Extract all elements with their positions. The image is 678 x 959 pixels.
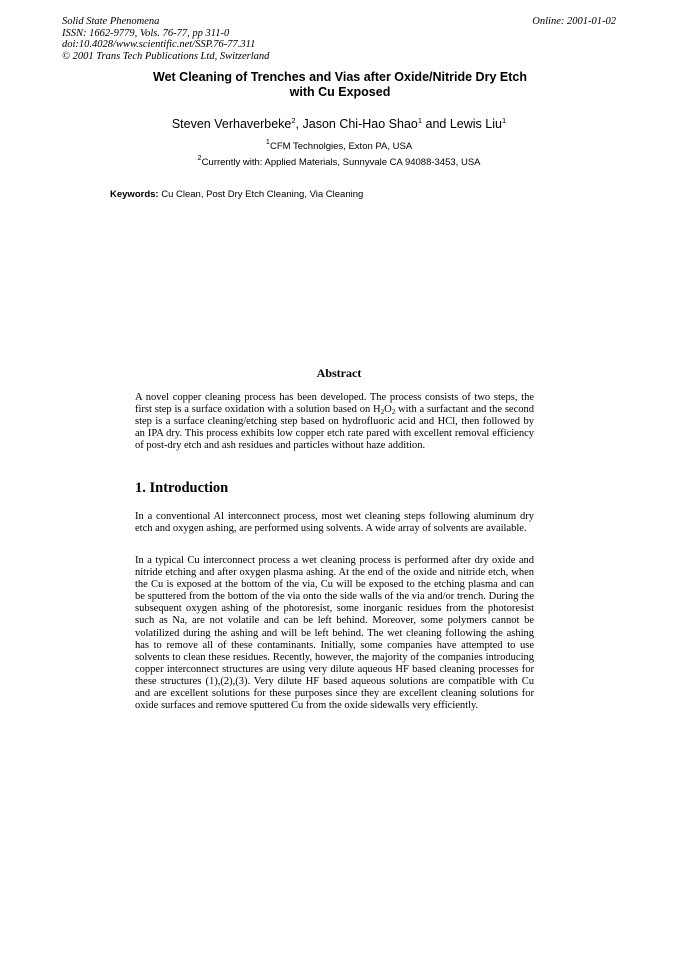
author-name: Lewis Liu	[449, 117, 502, 131]
author-separator: ,	[295, 117, 303, 131]
issn-line: ISSN: 1662-9779, Vols. 76-77, pp 311-0	[62, 27, 230, 39]
abstract-text-part-2: with a surfactant and the second step is a surface cleaning/etching step based on hydrofluoric acid and HCl, then followed by an IPA dry. This process exhibits low copper etch rate pared with excellent removal efficiency of post-dry etch and ash residues and particles without haze addition.	[135, 404, 534, 452]
affiliation-mark: 1	[265, 137, 270, 146]
intro-paragraph-2: In a typical Cu interconnect process a wet cleaning process is performed after dry oxide and nitride etching and after oxygen plasma ashing. At the end of the oxide and nitride etch, when the Cu is exposed at the bottom of the via, Cu will be exposed to the etching plasma and can be sputtered from the bottom of the via onto the side walls of the via and/or trench. During the subsequent oxygen ashing of the photoresist, some inorganic residues from the photoresist such as Na, are not volatile and can be left behind. Moreover, some polymers cannot be volatilized during the ashing and will be left behind. The wet cleaning following the ashing has to remove all of these contaminants. Initially, some companies have attempted to use solvents to clean these residues. Recently, however, the majority of the companies introducing copper interconnect structures are using very dilute aqueous HF based cleaning processes for these structures (1),(2),(3). Very dilute HF based aqueous solutions are compatible with Cu and are excellent solutions for these purposes since they are excellent cleaning solutions for oxide surfaces and remove sputtered Cu from the oxide sidewalls very efficiently.	[135, 555, 534, 712]
affiliation-text: Currently with: Applied Materials, Sunnyvale CA 94088-3453, USA	[201, 157, 481, 168]
author-name: Steven Verhaverbeke	[171, 117, 292, 131]
chemical-formula-h2o2: $H_2O_2$	[373, 404, 396, 417]
title-line-2: with Cu Exposed	[289, 85, 391, 99]
intro-paragraph-1: In a conventional Al interconnect process, most wet cleaning steps following aluminum dry etch and oxygen ashing, are performed using solvents. A wide array of solvents are available.	[135, 511, 534, 535]
author-list	[80, 117, 598, 131]
abstract-text	[135, 392, 534, 452]
author-affiliation-mark: 2	[291, 116, 296, 125]
online-date: Online: 2001-01-02	[532, 16, 616, 27]
paper-title	[120, 70, 560, 100]
abstract-text-part-1: A novel copper cleaning process has been developed. The process consists of two steps, the first step is a surface oxidation with a solution based on	[135, 392, 534, 416]
section-heading-introduction: 1. Introduction	[135, 480, 229, 496]
affiliation-mark: 2	[197, 153, 202, 162]
journal-name: Solid State Phenomena	[62, 16, 160, 27]
affiliation-1	[80, 137, 598, 152]
keywords-label: Keywords:	[110, 189, 159, 200]
keywords-line	[110, 189, 363, 200]
affiliation-2	[80, 153, 598, 168]
author-separator: and	[422, 117, 450, 131]
doi-line[interactable]: doi:10.4028/www.scientific.net/SSP.76-77.311	[62, 39, 256, 51]
author-affiliation-mark: 1	[501, 116, 507, 125]
abstract-heading: Abstract	[316, 366, 362, 380]
title-line-1: Wet Cleaning of Trenches and Vias after Oxide/Nitride Dry Etch	[153, 70, 527, 84]
author-affiliation-mark: 1	[417, 116, 423, 125]
author-name: Jason Chi-Hao Shao	[302, 117, 418, 131]
journal-header	[62, 16, 269, 62]
affiliation-text: CFM Technolgies, Exton PA, USA	[269, 141, 413, 152]
copyright-line: © 2001 Trans Tech Publications Ltd, Switzerland	[62, 50, 270, 62]
keywords-text: Cu Clean, Post Dry Etch Cleaning, Via Cleaning	[158, 189, 364, 200]
